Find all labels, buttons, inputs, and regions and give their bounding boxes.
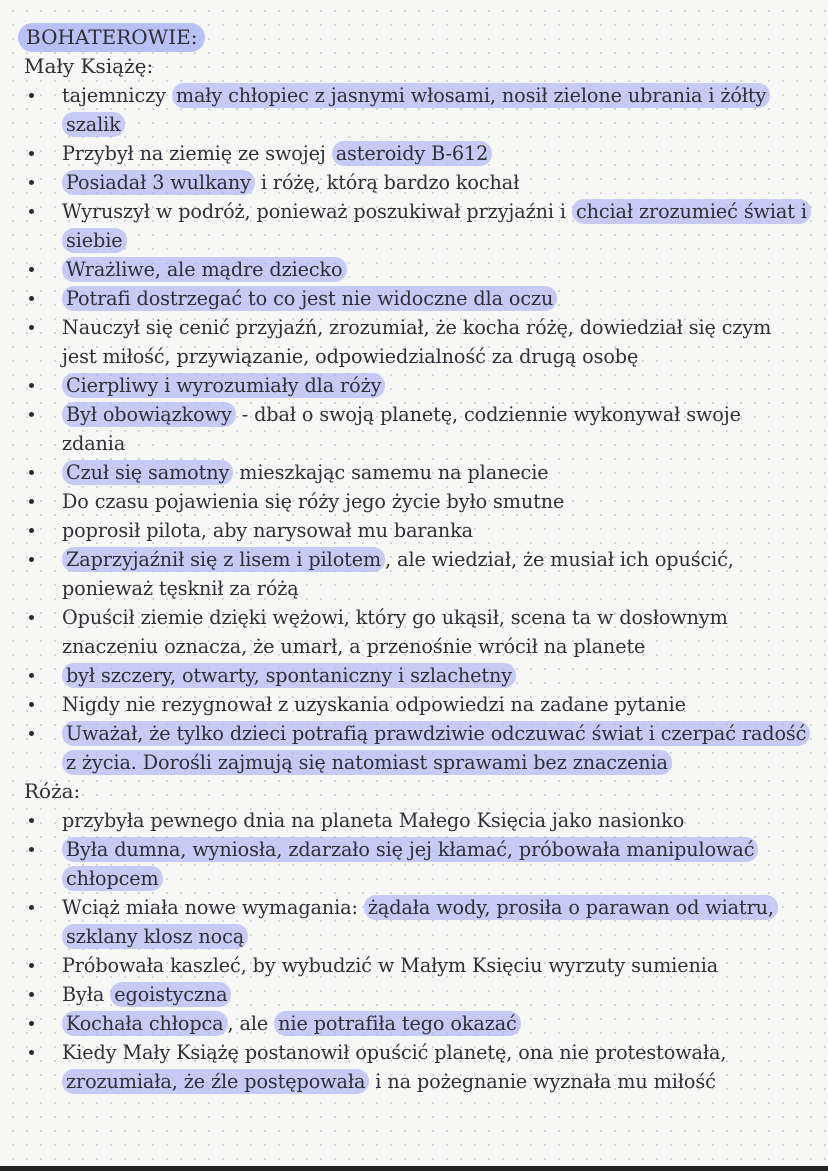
item-text: przybyła pewnego dnia na planeta Małego Księcia jako nasionko	[62, 809, 685, 832]
item-text: Nigdy nie rezygnował z uzyskania odpowiedzi na zadane pytanie	[62, 693, 686, 716]
item-text: , ale wiedział, że musiał ich opuścić, ponieważ tęsknił za różą	[62, 548, 734, 600]
item-text: Do czasu pojawienia się róży jego życie było smutne	[62, 490, 565, 513]
item-text: , ale	[227, 1012, 275, 1035]
list-item	[24, 1038, 808, 1096]
list-item	[24, 313, 808, 371]
list-item	[24, 458, 808, 487]
list-item	[24, 980, 808, 1009]
list-item	[24, 487, 808, 516]
heading-block	[18, 22, 205, 52]
item-text: - dbał o swoją planetę, codziennie wykonywał swoje zdania	[62, 403, 741, 455]
list-item	[24, 400, 808, 458]
highlighted-text: egoistyczna	[110, 982, 231, 1007]
bullet-list	[24, 806, 808, 1096]
item-text: Była	[62, 983, 111, 1006]
highlighted-text: mały chłopiec z jasnymi włosami, nosił zielone ubrania i żółty szalik	[62, 83, 770, 137]
list-item	[24, 139, 808, 168]
highlighted-text: Kochała chłopca	[62, 1011, 228, 1036]
list-item	[24, 835, 808, 893]
notes-content	[24, 52, 808, 1096]
list-item	[24, 719, 808, 777]
highlighted-text: Czuł się samotny	[62, 460, 233, 485]
item-text: Opuścił ziemie dzięki wężowi, który go ukąsił, scena ta w dosłownym znaczeniu oznacza, że umarł, a przenośnie wrócił na planete	[62, 606, 728, 658]
item-text: poprosił pilota, aby narysował mu baranka	[62, 519, 473, 542]
list-item	[24, 81, 808, 139]
list-item	[24, 893, 808, 951]
item-text: Przybył na ziemię ze swojej	[62, 142, 332, 165]
item-text: i różę, którą bardzo kochał	[254, 171, 520, 194]
bullet-list	[24, 81, 808, 777]
section-title: Mały Książę:	[24, 54, 154, 78]
section-title: Róża:	[24, 779, 81, 803]
highlighted-text: nie potrafiła tego okazać	[274, 1011, 521, 1036]
highlighted-text: Była dumna, wyniosła, zdarzało się jej kłamać, próbowała manipulować chłopcem	[62, 837, 758, 891]
list-item	[24, 168, 808, 197]
item-text: i na pożegnanie wyznała mu miłość	[369, 1070, 716, 1093]
highlighted-text: żądała wody, prosiła o parawan od wiatru, szklany klosz nocą	[62, 895, 778, 949]
highlighted-text: chciał zrozumieć świat i siebie	[62, 199, 811, 253]
item-text: Wyruszył w podróż, ponieważ poszukiwał przyjaźni i	[62, 200, 572, 223]
highlighted-text: Był obowiązkowy	[62, 402, 236, 427]
list-item	[24, 1009, 808, 1038]
list-item	[24, 951, 808, 980]
list-item	[24, 197, 808, 255]
item-text: tajemniczy	[62, 84, 172, 107]
list-item	[24, 516, 808, 545]
list-item	[24, 545, 808, 603]
list-item	[24, 806, 808, 835]
list-item	[24, 284, 808, 313]
list-item	[24, 690, 808, 719]
highlighted-text: Zaprzyjaźnił się z lisem i pilotem	[62, 547, 385, 572]
highlighted-text: Cierpliwy i wyrozumiały dla róży	[62, 373, 385, 398]
list-item	[24, 371, 808, 400]
item-text: Kiedy Mały Książę postanowił opuścić planetę, ona nie protestowała,	[62, 1041, 727, 1064]
highlighted-text: był szczery, otwarty, spontaniczny i szlachetny	[62, 663, 516, 688]
item-text: mieszkając samemu na planecie	[233, 461, 549, 484]
list-item	[24, 255, 808, 284]
highlighted-text: Potrafi dostrzegać to co jest nie widoczne dla oczu	[62, 286, 557, 311]
highlighted-text: Uważał, że tylko dzieci potrafią prawdziwie odczuwać świat i czerpać radość z życia. Dorośli zajmują się natomiast sprawami bez znaczenia	[62, 721, 810, 775]
list-item	[24, 603, 808, 661]
item-text: Próbowała kaszleć, by wybudzić w Małym Księciu wyrzuty sumienia	[62, 954, 719, 977]
item-text: Wciąż miała nowe wymagania:	[62, 896, 364, 919]
highlighted-text: Wrażliwe, ale mądre dziecko	[62, 257, 347, 282]
item-text: Nauczył się cenić przyjaźń, zrozumiał, że kocha różę, dowiedział się czym jest miłość, przywiązanie, odpowiedzialność za drugą osobę	[62, 316, 772, 368]
page-heading: BOHATEROWIE:	[18, 23, 205, 52]
bottom-edge-divider	[0, 1166, 828, 1171]
highlighted-text: Posiadał 3 wulkany	[62, 170, 255, 195]
highlighted-text: zrozumiała, że źle postępowała	[62, 1069, 369, 1094]
highlighted-text: asteroidy B-612	[332, 141, 493, 166]
list-item	[24, 661, 808, 690]
